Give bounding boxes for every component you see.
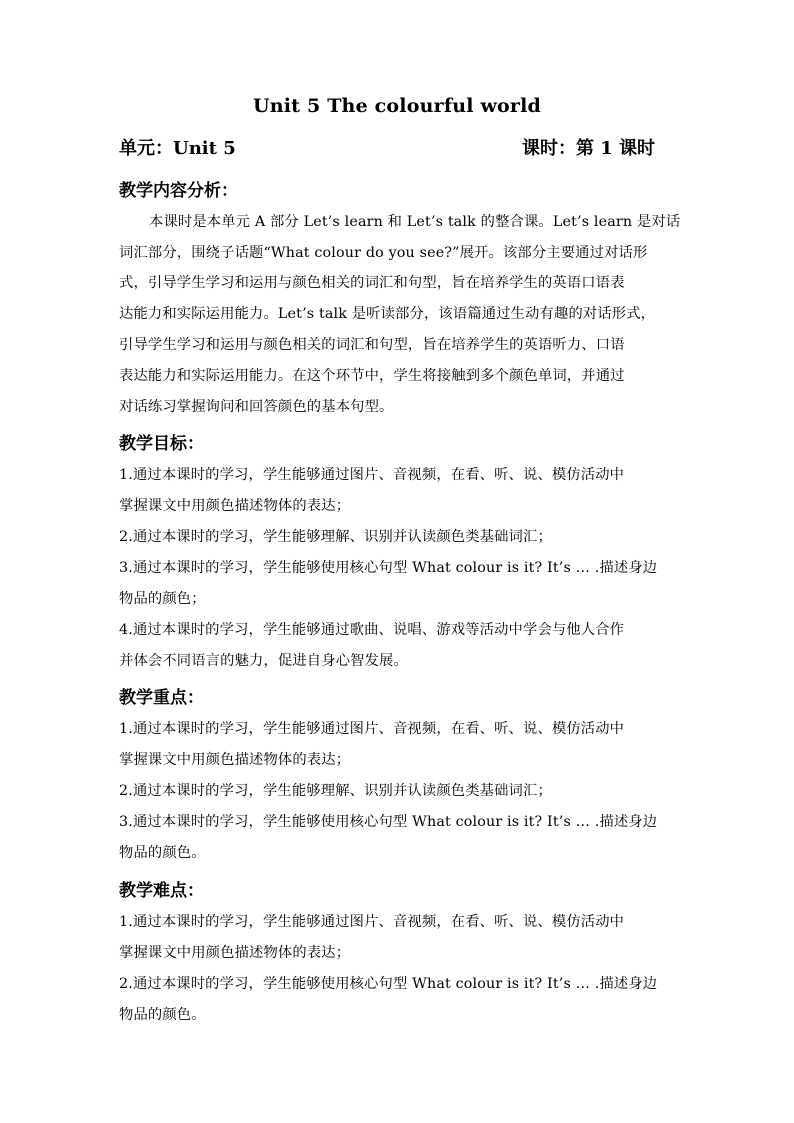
- goals-heading: 教学目标：: [119, 434, 204, 454]
- goal-line: 物品的颜色；: [119, 591, 206, 607]
- content-line: 引导学生学习和运用与颜色相关的词汇和句型，旨在培养学生的英语听力、口语: [119, 337, 625, 353]
- difficulty-line: 掌握课文中用颜色描述物体的表达；: [119, 945, 351, 961]
- content-line: 词汇部分，围绕子话题“What colour do you see?”展开。该部分主要通过对话形: [119, 245, 648, 261]
- key-point-line: 3.通过本课时的学习，学生能够使用核心句型 What colour is it? It’s … .描述身边: [119, 814, 658, 830]
- content-line: 表达能力和实际运用能力。在这个环节中，学生将接触到多个颜色单词，并通过: [119, 368, 625, 384]
- content-line: 达能力和实际运用能力。Let’s talk 是听读部分，该语篇通过生动有趣的对话形式，: [119, 306, 656, 322]
- key-point-line: 1.通过本课时的学习，学生能够通过图片、音视频，在看、听、说、模仿活动中: [119, 721, 625, 737]
- content-line: 本课时是本单元 A 部分 Let’s learn 和 Let’s talk 的整合课。Let’s learn 是对话: [149, 214, 681, 230]
- difficulty-line: 1.通过本课时的学习，学生能够通过图片、音视频，在看、听、说、模仿活动中: [119, 914, 625, 930]
- content-line: 式，引导学生学习和运用与颜色相关的词汇和句型，旨在培养学生的英语口语表: [119, 275, 625, 291]
- difficulty-line: 物品的颜色。: [119, 1007, 206, 1023]
- difficulty-line: 2.通过本课时的学习，学生能够使用核心句型 What colour is it? It’s … .描述身边: [119, 976, 658, 992]
- content-line: 对话练习掌握询问和回答颜色的基本句型。: [119, 399, 394, 415]
- unit-label: 单元：Unit 5: [119, 138, 236, 159]
- content-analysis-heading: 教学内容分析：: [119, 181, 238, 201]
- goal-line: 4.通过本课时的学习，学生能够通过歌曲、说唱、游戏等活动中学会与他人合作: [119, 622, 625, 638]
- difficulties-heading: 教学难点：: [119, 881, 204, 901]
- key-point-line: 掌握课文中用颜色描述物体的表达；: [119, 752, 351, 768]
- goal-line: 2.通过本课时的学习，学生能够理解、识别并认读颜色类基础词汇；: [119, 529, 552, 545]
- period-label: 课时：第 1 课时: [522, 138, 656, 159]
- goal-line: 3.通过本课时的学习，学生能够使用核心句型 What colour is it? It’s … .描述身边: [119, 560, 658, 576]
- goal-line: 并体会不同语言的魅力，促进自身心智发展。: [119, 653, 408, 669]
- goal-line: 1.通过本课时的学习，学生能够通过图片、音视频，在看、听、说、模仿活动中: [119, 467, 625, 483]
- key-point-line: 2.通过本课时的学习，学生能够理解、识别并认读颜色类基础词汇；: [119, 783, 552, 799]
- key-point-line: 物品的颜色。: [119, 845, 206, 861]
- page-title: Unit 5 The colourful world: [252, 95, 541, 117]
- key-points-heading: 教学重点：: [119, 688, 204, 708]
- goal-line: 掌握课文中用颜色描述物体的表达；: [119, 498, 351, 514]
